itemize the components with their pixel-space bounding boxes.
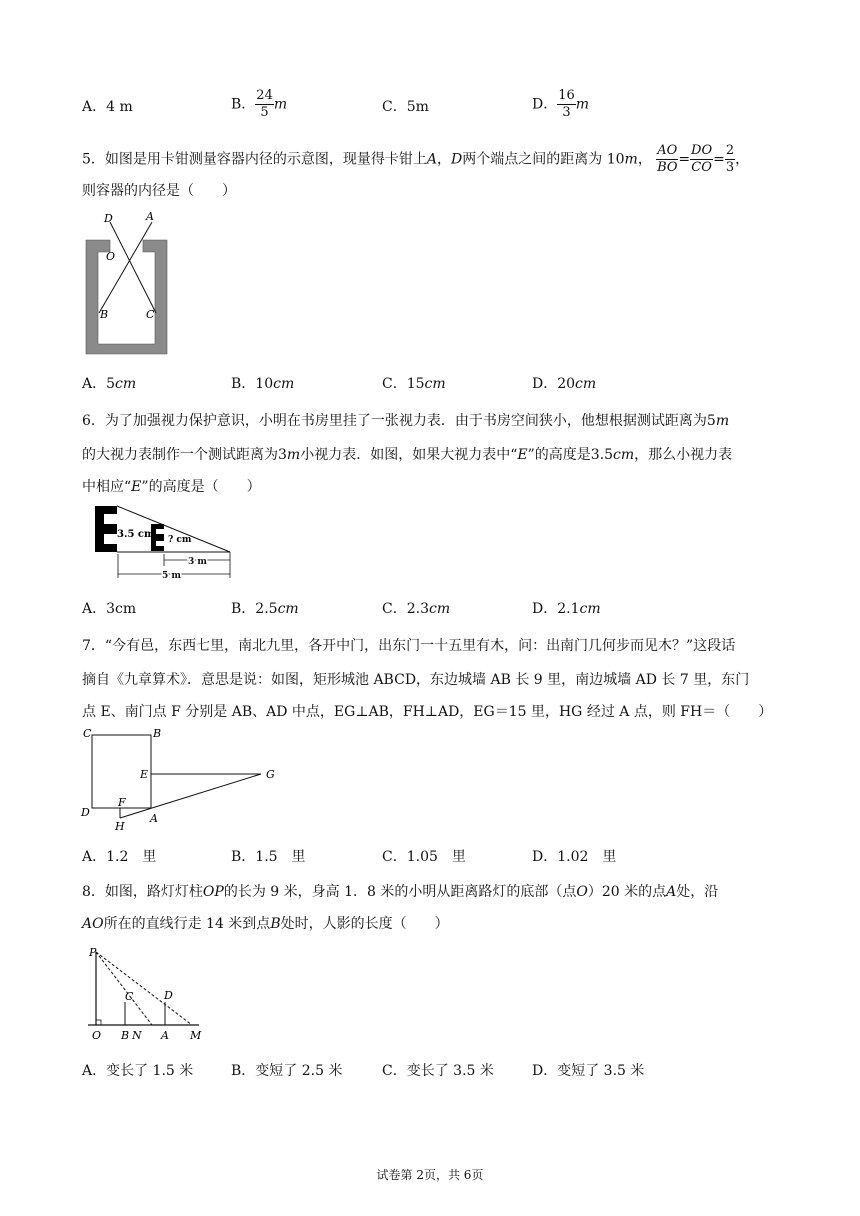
q4-option-b-label: B． (231, 96, 256, 113)
q8-option-d[interactable]: D．变短了 3.5 米 (532, 1063, 645, 1079)
q5-option-b[interactable]: B．10cm (231, 376, 295, 392)
label-e: E (140, 768, 149, 781)
label-d: D (164, 989, 173, 1002)
q7-option-b[interactable]: B．1.5 里 (231, 849, 306, 865)
q6-option-b[interactable]: B．2.5cm (231, 601, 299, 617)
q6-option-c[interactable]: C．2.3cm (382, 601, 451, 617)
big-e-symbol (95, 506, 117, 552)
q8-option-c[interactable]: C．变长了 3.5 米 (382, 1063, 494, 1079)
q6-stem-line2: 的大视力表制作一个测试距离为3m小视力表．如图，如果大视力表中“E”的高度是3.5cm，那么小视力表 (82, 447, 733, 463)
q4-option-d-label: D． (532, 96, 558, 113)
q6-option-a[interactable]: A．3cm (82, 601, 137, 617)
label-f: F (118, 796, 126, 809)
label-b: B (153, 727, 162, 740)
label-big-height: 3.5 cm (117, 529, 155, 540)
q5-stem-line1: 5．如图是用卡钳测量容器内径的示意图，现量得卡钳上A，D两个端点之间的距离为 10m， $\frac{AO}{BO}$ = $\frac{DO}{CO}$ = $\frac{2}{3}$ ， (82, 143, 750, 175)
q6-stem-line1: 6．为了加强视力保护意识，小明在书房里挂了一张视力表．由于书房空间狭小，他想根据测试距离为5m (82, 413, 730, 429)
q7-option-c[interactable]: C．1.05 里 (382, 849, 466, 865)
label-3m: 3 m (188, 557, 207, 567)
label-b: B (100, 308, 109, 321)
q8-option-a[interactable]: A．变长了 1.5 米 (82, 1063, 194, 1079)
caliper-arm-dc (110, 222, 156, 313)
light-ray-pn (96, 952, 152, 1025)
q7-stem-line2: 摘自《九章算术》．意思是说：如图，矩形城池 ABCD，东边城墙 AB 长 9 里，南边城墙 AD 长 7 里，东门 (82, 672, 750, 688)
q5-option-c[interactable]: C．15cm (382, 376, 446, 392)
q7-city-figure (78, 724, 278, 836)
label-o: O (106, 250, 116, 263)
label-a: A (161, 1029, 169, 1042)
q6-eye-chart-figure (90, 504, 240, 582)
q5-option-a[interactable]: A．5cm (82, 376, 137, 392)
q6-stem-line3: 中相应“E”的高度是（ ） (82, 479, 261, 495)
label-small-height: ? cm (168, 535, 192, 545)
q5-fraction-ao-bo: $\frac{AO}{BO}$ (657, 143, 678, 175)
label-c: C (146, 308, 155, 321)
caliper-arm-ab (99, 222, 152, 313)
q4-option-d[interactable]: D． $\frac{16}{3}$ m (532, 88, 590, 120)
label-c: C (125, 990, 134, 1003)
label-a: A (146, 210, 154, 223)
q6-option-d[interactable]: D．2.1cm (532, 601, 601, 617)
q4-option-b-fraction: $\frac{24}{5}$ (256, 88, 273, 120)
light-ray-pm (96, 952, 192, 1025)
label-b: B (121, 1029, 130, 1042)
q7-option-d[interactable]: D．1.02 里 (532, 849, 617, 865)
q5-fraction-2-3: $\frac{2}{3}$ (725, 143, 735, 175)
q8-stem-line2: AO所在的直线行走 14 米到点B处时，人影的长度（ ） (82, 916, 449, 932)
label-c: C (83, 727, 92, 740)
label-m: M (190, 1029, 202, 1042)
q7-stem-line1: 7．“今有邑，东西七里，南北九里，各开中门，出东门一十五里有木，问：出南门几何步而见木？”这段话 (82, 638, 736, 654)
q7-stem-line3: 点 E、南门点 F 分别是 AB、AD 中点，EG⊥AB，FH⊥AD，EG＝15 里，HG 经过 A 点，则 FH＝（ ） (82, 704, 773, 720)
q7-option-a[interactable]: A．1.2 里 (82, 849, 157, 865)
q8-option-b[interactable]: B．变短了 2.5 米 (231, 1063, 343, 1079)
label-g: G (266, 768, 275, 781)
container-wall (86, 240, 167, 354)
label-a: A (150, 812, 158, 825)
label-h: H (115, 820, 125, 833)
label-p: P (89, 946, 97, 959)
label-o: O (92, 1029, 102, 1042)
q4-option-c[interactable]: C．5m (382, 99, 429, 115)
q8-streetlight-figure (84, 940, 214, 1046)
label-5m: 5 m (162, 571, 181, 581)
q8-stem-line1: 8．如图，路灯灯柱OP的长为 9 米，身高 1．8 米的小明从距离路灯的底部（点O）20 米的点A处，沿 (82, 884, 719, 900)
q4-option-a[interactable]: A．4 m (82, 99, 133, 115)
q5-stem-line2: 则容器的内径是（ ） (82, 183, 236, 199)
label-d: D (104, 212, 113, 225)
q5-caliper-figure (80, 208, 175, 358)
q5-option-d[interactable]: D．20cm (532, 376, 597, 392)
page-footer: 试卷第 2页，共 6页 (376, 1168, 484, 1182)
label-n: N (132, 1029, 142, 1042)
q4-option-b[interactable]: B． $\frac{24}{5}$ m (231, 88, 288, 120)
q5-fraction-do-co: $\frac{DO}{CO}$ (691, 143, 713, 175)
label-d: D (81, 806, 90, 819)
q4-option-d-fraction: $\frac{16}{3}$ (558, 88, 575, 120)
